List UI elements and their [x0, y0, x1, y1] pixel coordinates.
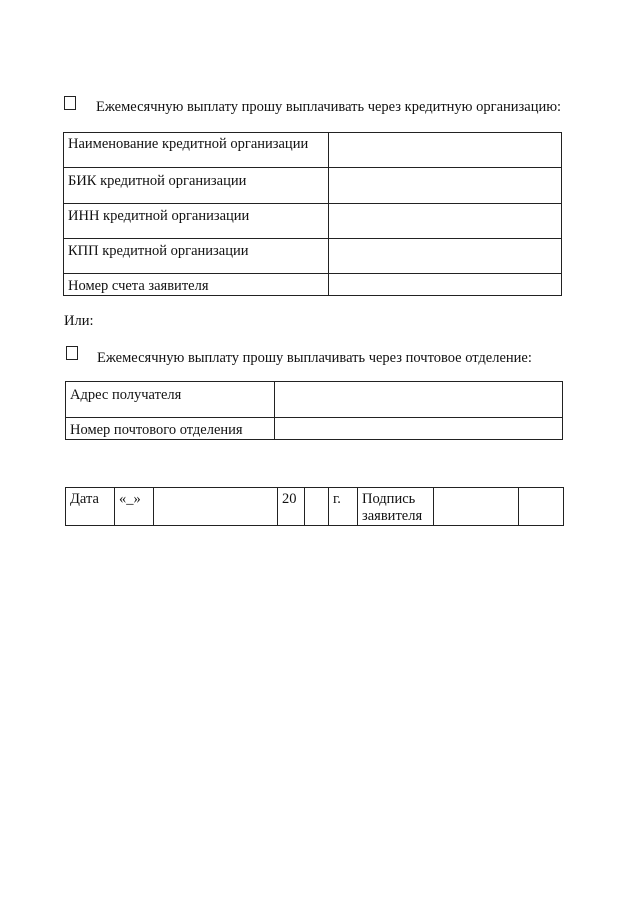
table-row — [64, 133, 562, 168]
bank-option-text: Ежемесячную выплату прошу выплачивать через кредитную организацию: — [96, 99, 562, 115]
bank-option-checkbox[interactable] — [64, 96, 76, 110]
or-label: Или: — [64, 313, 94, 329]
account-number-field[interactable] — [329, 274, 562, 296]
post-option-text: Ежемесячную выплату прошу выплачивать через почтовое отделение: — [97, 350, 532, 366]
account-number-label: Номер счета заявителя — [64, 274, 329, 296]
bank-name-field[interactable] — [329, 133, 562, 168]
bik-field[interactable] — [329, 168, 562, 204]
bank-name-label: Наименование кредитной организации — [64, 133, 329, 168]
year-field[interactable] — [305, 488, 329, 526]
recipient-address-field[interactable] — [275, 382, 563, 418]
table-row — [64, 239, 562, 274]
inn-label: ИНН кредитной организации — [64, 204, 329, 239]
year-unit: г. — [329, 488, 358, 526]
post-option-checkbox[interactable] — [66, 346, 78, 360]
signature-decoding-field[interactable] — [519, 488, 564, 526]
signature-label: Подпись заявителя — [358, 488, 434, 526]
signature-field[interactable] — [434, 488, 519, 526]
table-row — [64, 204, 562, 239]
table-row — [66, 418, 563, 440]
bik-label: БИК кредитной организации — [64, 168, 329, 204]
post-office-number-label: Номер почтового отделения — [66, 418, 275, 440]
post-details-table — [65, 381, 563, 440]
table-row — [64, 168, 562, 204]
table-row — [66, 488, 564, 526]
kpp-field[interactable] — [329, 239, 562, 274]
table-row — [66, 382, 563, 418]
table-row — [64, 274, 562, 296]
year-prefix: 20 — [278, 488, 305, 526]
month-field[interactable] — [154, 488, 278, 526]
day-field[interactable]: «_» — [115, 488, 154, 526]
recipient-address-label: Адрес получателя — [66, 382, 275, 418]
post-office-number-field[interactable] — [275, 418, 563, 440]
post-option — [66, 346, 586, 366]
kpp-label: КПП кредитной организации — [64, 239, 329, 274]
bank-details-table — [63, 132, 562, 296]
inn-field[interactable] — [329, 204, 562, 239]
date-label: Дата — [66, 488, 115, 526]
bank-option — [64, 96, 604, 116]
date-signature-table — [65, 487, 564, 526]
